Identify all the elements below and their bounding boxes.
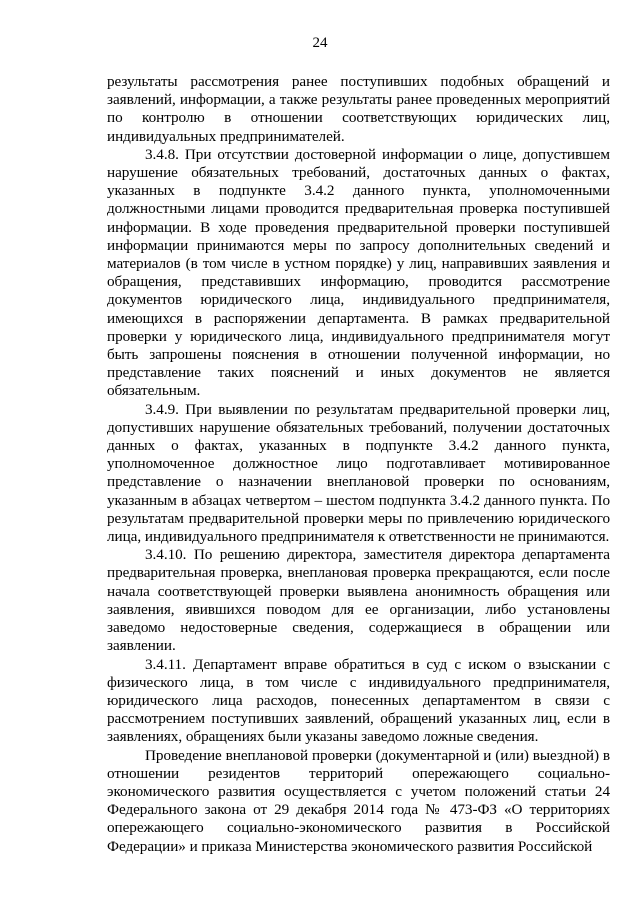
- paragraph-3-4-8: 3.4.8. При отсутствии достоверной информации о лице, допустившем нарушение обязательных требований, достаточных данных о фактах, указанных в подпункте 3.4.2 данного пункта, уполномоченными должностными лицами проводится предварительная проверка поступившей информации. В ходе проведения предварительной проверки поступившей информации принимаются меры по запросу дополнительных сведений и материалов (в том числе в устном порядке) у лиц, направивших заявления и обращения, представивших информацию, проводится рассмотрение документов юридического лица, индивидуального предпринимателя, имеющихся в распоряжении департамента. В рамках предварительной проверки у юридического лица, индивидуального предпринимателя могут быть запрошены пояснения в отношении полученной информации, но представление таких пояснений и иных документов не является обязательным.: [107, 145, 610, 400]
- paragraph-3-4-9: 3.4.9. При выявлении по результатам предварительной проверки лиц, допустивших нарушение обязательных требований, получении достаточных данных о фактах, указанных в подпункте 3.4.2 данного пункта, уполномоченное должностное лицо подготавливает мотивированное представление о назначении внеплановой проверки по основаниям, указанным в абзацах четвертом – шестом подпункта 3.4.2 данного пункта. По результатам предварительной проверки меры по привлечению юридического лица, индивидуального предпринимателя к ответственности не принимаются.: [107, 400, 610, 546]
- paragraph-3-4-11: 3.4.11. Департамент вправе обратиться в суд с иском о взыскании с физического лица, в том числе с индивидуального предпринимателя, юридического лица расходов, понесенных департаментом в связи с рассмотрением поступивших заявлений, обращений указанных лиц, если в заявлениях, обращениях были указаны заведомо ложные сведения.: [107, 655, 610, 746]
- paragraph-continuation: результаты рассмотрения ранее поступивших подобных обращений и заявлений, информации, а также результаты ранее проведенных мероприятий по контролю в отношении соответствующих юридических лиц, индивидуальных предпринимателей.: [107, 73, 610, 145]
- document-body: [107, 73, 610, 856]
- paragraph-3-4-10: 3.4.10. По решению директора, заместителя директора департамента предварительная проверка, внеплановая проверка прекращаются, если после начала соответствующей проверки выявлена анонимность обращения или заявления, явившихся поводом для ее организации, либо установлены заведомо недостоверные сведения, содержащиеся в обращении или заявлении.: [107, 546, 610, 655]
- page-number: 24: [312, 35, 328, 51]
- paragraph-unscheduled-inspection: Проведение внеплановой проверки (документарной и (или) выездной) в отношении резидентов территорий опережающего социально-экономического развития осуществляется с учетом положений статьи 24 Федерального закона от 29 декабря 2014 года № 473-ФЗ «О территориях опережающего социально-экономического развития в Российской Федерации» и приказа Министерства экономического развития Российской: [107, 746, 610, 855]
